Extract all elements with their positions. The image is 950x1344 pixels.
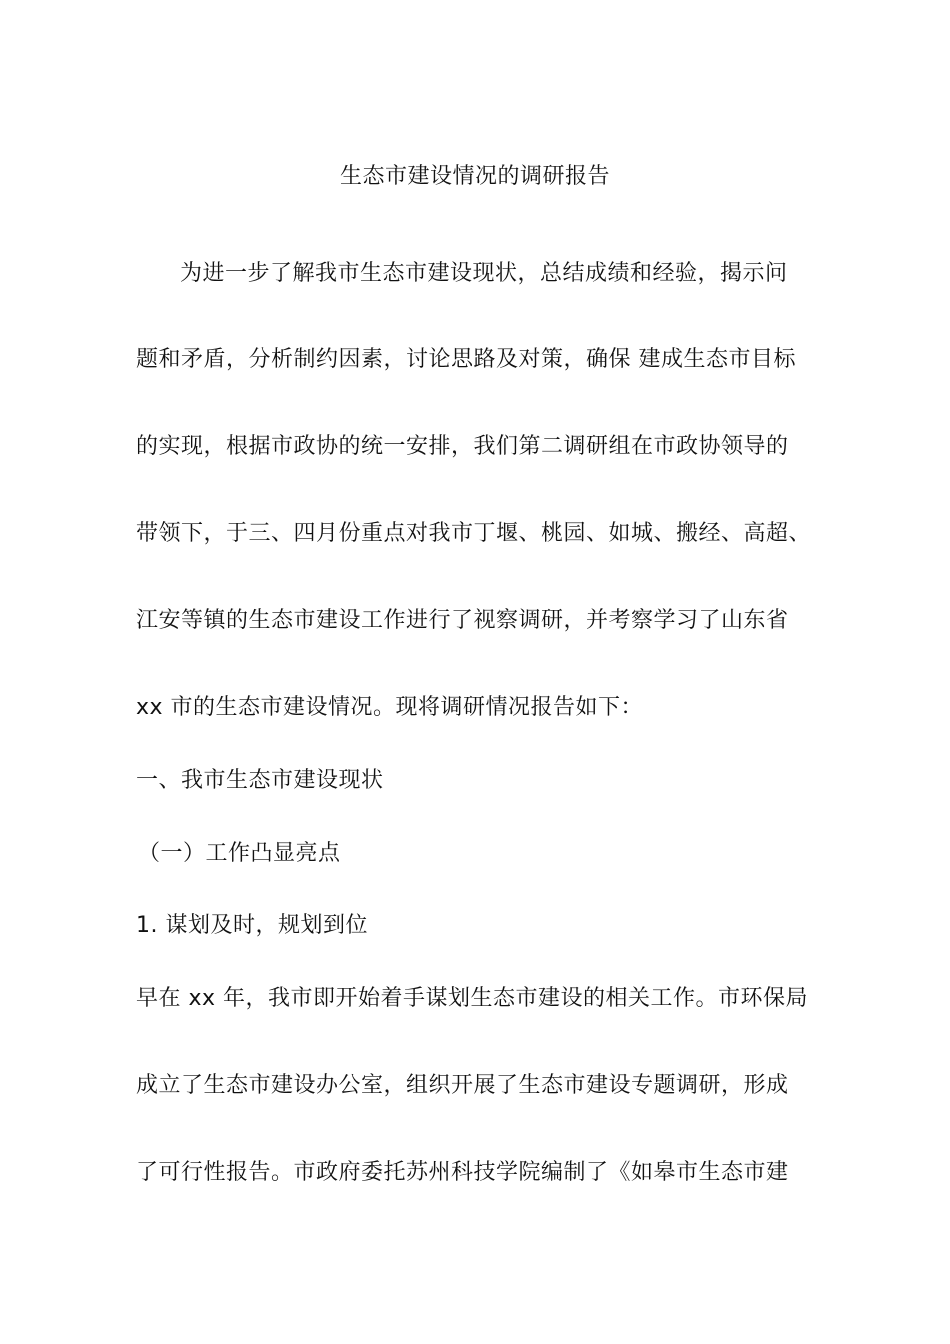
section-heading: 一、我市生态市建设现状 (136, 768, 384, 793)
paragraph-line: 为进一步了解我市生态市建设现状，总结成绩和经验，揭示问 (180, 261, 788, 286)
paragraph-line: 成立了生态市建设办公室，组织开展了生态市建设专题调研，形成 (136, 1073, 789, 1098)
paragraph-line: 了可行性报告。市政府委托苏州科技学院编制了《如皋市生态市建 (136, 1160, 789, 1185)
subsection-heading: （一）工作凸显亮点 (138, 841, 341, 866)
paragraph-line: xx 市的生态市建设情况。现将调研情况报告如下： (136, 695, 644, 720)
paragraph-line: 早在 xx 年，我市即开始着手谋划生态市建设的相关工作。市环保局 (136, 986, 809, 1011)
paragraph-line: 江安等镇的生态市建设工作进行了视察调研，并考察学习了山东省 (136, 608, 789, 633)
paragraph-line: 带领下，于三、四月份重点对我市丁堰、桃园、如城、搬经、高超、 (136, 521, 812, 546)
paragraph-line: 的实现，根据市政协的统一安排，我们第二调研组在市政协领导的 (136, 434, 789, 459)
paragraph-line: 题和矛盾，分析制约因素，讨论思路及对策，确保 建成生态市目标 (136, 347, 796, 372)
document-title: 生态市建设情况的调研报告 (339, 164, 610, 189)
item-heading: 1. 谋划及时，规划到位 (136, 913, 368, 938)
